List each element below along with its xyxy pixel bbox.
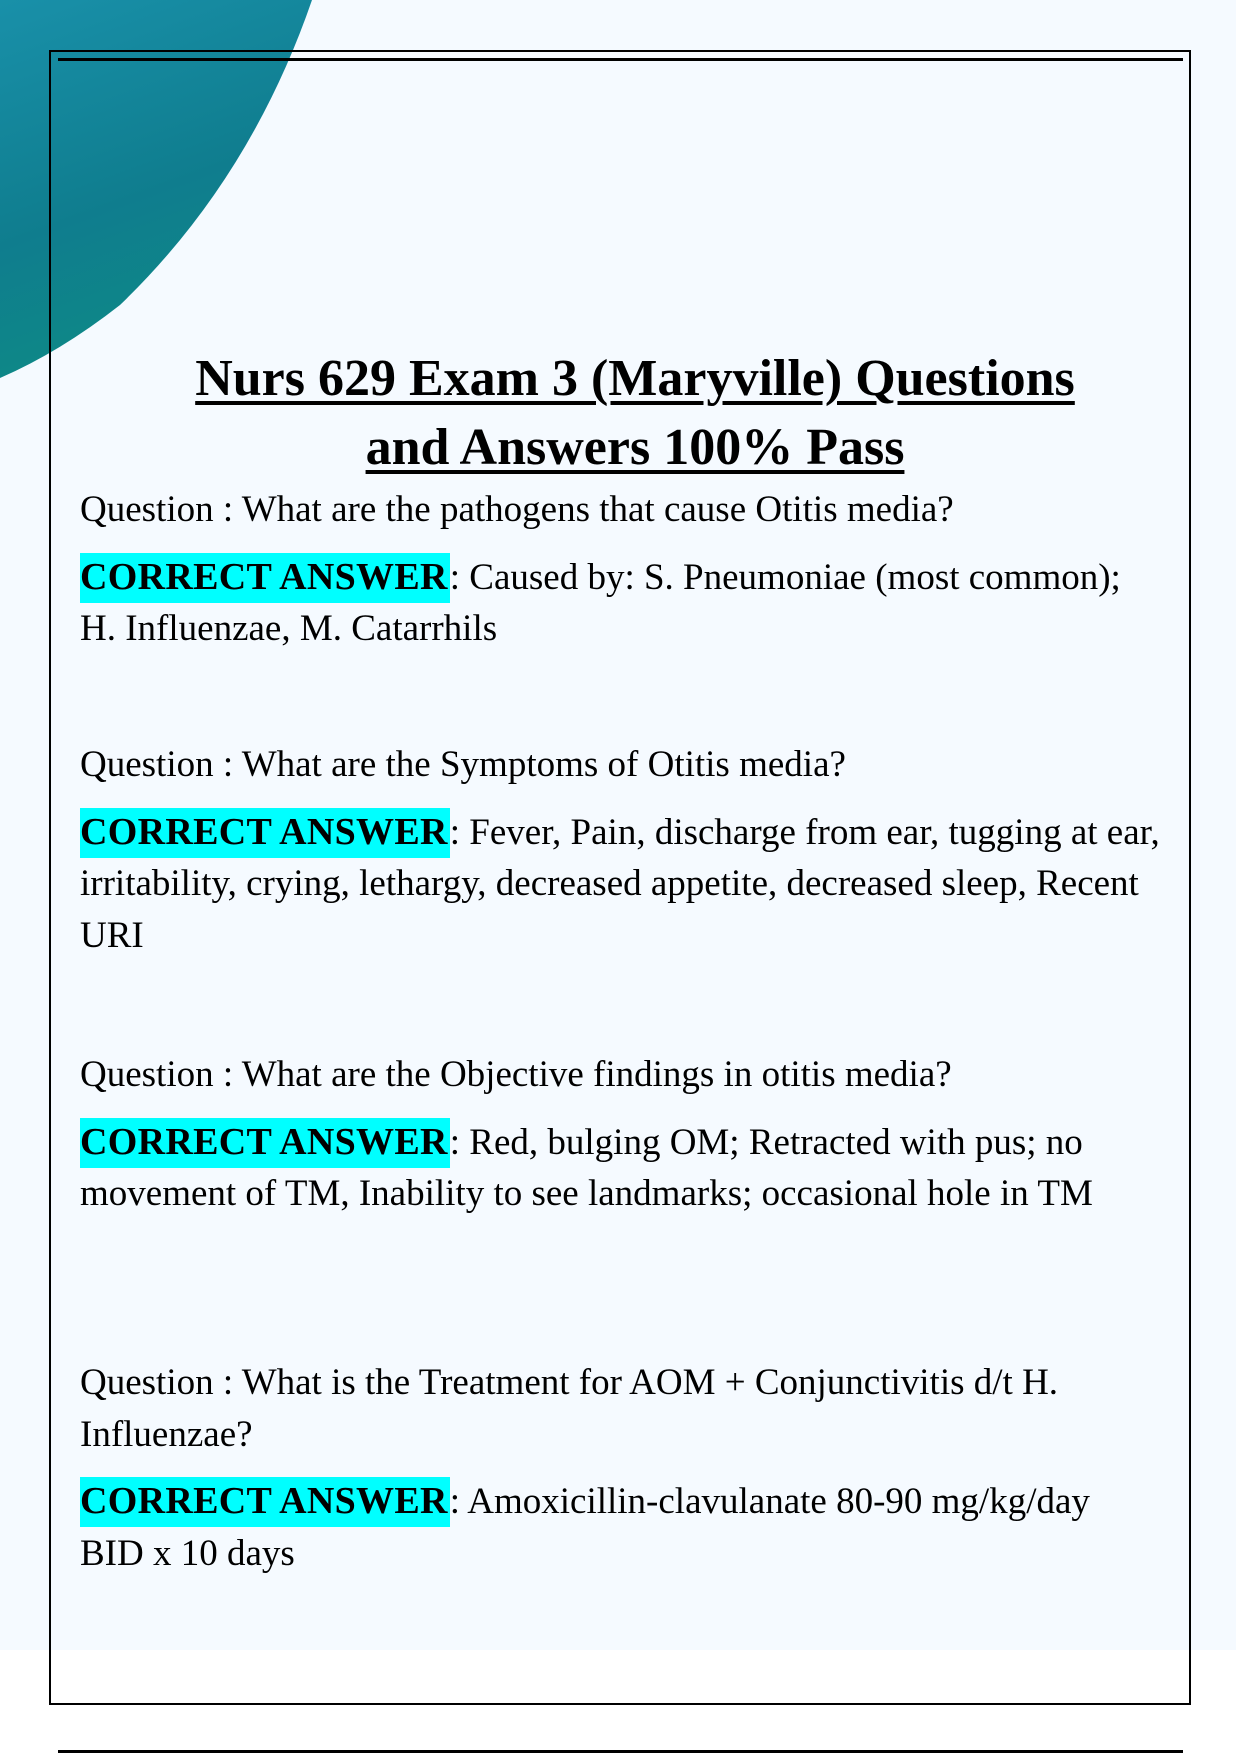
question-text: Question : What are the Objective findings in otitis media? (80, 1054, 952, 1095)
answer-text (80, 807, 1160, 962)
correct-answer-label: CORRECT ANSWER (80, 1118, 450, 1168)
answer-body: : Fever, Pain, discharge from ear, tugging at ear, irritability, crying, lethargy, decreased appetite, decreased sleep, Recent URI (80, 811, 1160, 956)
title-line-2: and Answers 100% Pass (365, 419, 905, 476)
answer-body: : Caused by: S. Pneumoniae (most common); H. Influenzae, M. Catarrhils (80, 556, 1121, 649)
question-text: Question : What are the pathogens that cause Otitis media? (80, 489, 954, 530)
qa-item-1 (80, 484, 1160, 655)
answer-body: : Red, bulging OM; Retracted with pus; no movement of TM, Inability to see landmarks; occasional hole in TM (80, 1121, 1093, 1214)
answer-body: : Amoxicillin-clavulanate 80-90 mg/kg/day BID x 10 days (80, 1481, 1090, 1574)
question-text: Question : What are the Symptoms of Otitis media? (80, 744, 846, 785)
answer-text (80, 552, 1160, 655)
top-rule (58, 58, 1183, 61)
answer-text (80, 1117, 1160, 1220)
bottom-rule (58, 1750, 1183, 1753)
qa-item-2 (80, 739, 1160, 961)
answer-text (80, 1476, 1100, 1579)
question-text: Question : What is the Treatment for AOM + Conjunctivitis d/t H. Influenzae? (80, 1362, 1059, 1455)
correct-answer-label: CORRECT ANSWER (80, 808, 450, 858)
qa-item-4 (80, 1357, 1100, 1579)
qa-item-3 (80, 1049, 1160, 1220)
document-title (150, 344, 1120, 482)
correct-answer-label: CORRECT ANSWER (80, 553, 450, 603)
title-line-1: Nurs 629 Exam 3 (Maryville) Questions (195, 350, 1075, 407)
correct-answer-label: CORRECT ANSWER (80, 1477, 450, 1527)
